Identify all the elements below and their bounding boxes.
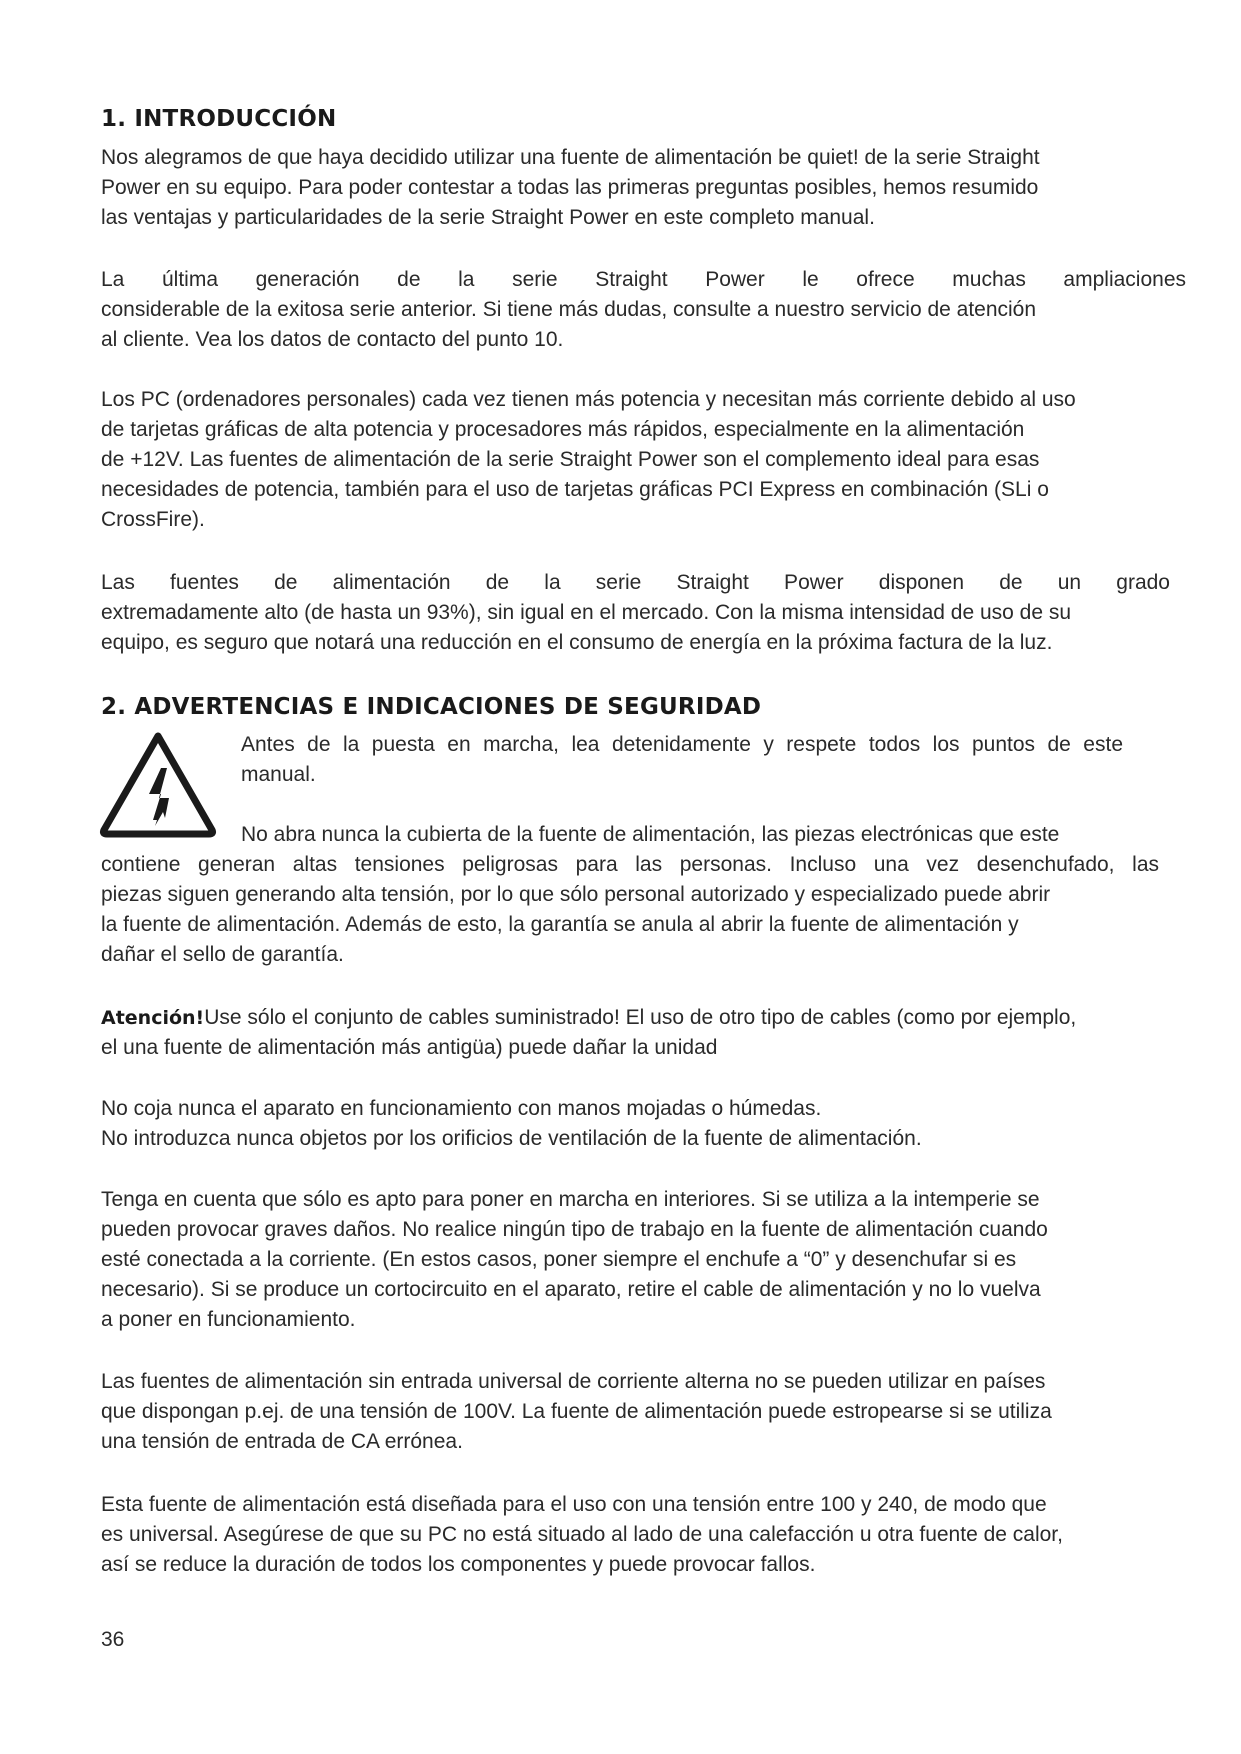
universal-input-paragraph — [101, 1367, 1186, 1457]
text-line: Tenga en cuenta que sólo es apto para poner en marcha en interiores. Si se utiliza a la intemperie se — [101, 1188, 1040, 1211]
text-line: contiene generan altas tensiones peligrosas para las personas. Incluso una vez desenchufado, las — [101, 853, 1159, 876]
text-line: esté conectada a la corriente. (En estos casos, poner siempre el enchufe a “0” y desenchufar si es — [101, 1248, 1017, 1271]
text-line: considerable de la exitosa serie anterior. Si tiene más dudas, consulte a nuestro servicio de atención — [101, 298, 1037, 321]
text-line: que dispongan p.ej. de una tensión de 100V. La fuente de alimentación puede estropearse si se utiliza — [101, 1400, 1052, 1423]
text-line: pueden provocar graves daños. No realice ningún tipo de trabajo en la fuente de alimentación cuando — [101, 1218, 1048, 1241]
text-line: las ventajas y particularidades de la serie Straight Power en este completo manual. — [101, 206, 875, 229]
text-line: No introduzca nunca objetos por los orificios de ventilación de la fuente de alimentación. — [101, 1127, 922, 1150]
warning-open-cover-first-line: No abra nunca la cubierta de la fuente de alimentación, las piezas electrónicas que este — [241, 823, 1060, 846]
text-line: No coja nunca el aparato en funcionamiento con manos mojadas o húmedas. — [101, 1097, 822, 1120]
text-line: La última generación de la serie Straight Power le ofrece muchas ampliaciones — [101, 268, 1186, 291]
text-line: Nos alegramos de que haya decidido utilizar una fuente de alimentación be quiet! de la serie Straight — [101, 146, 1040, 169]
text-line: Antes de la puesta en marcha, lea detenidamente y respete todos los puntos de este — [241, 733, 1123, 756]
intro-paragraph-2 — [101, 265, 1186, 355]
text-line: Esta fuente de alimentación está diseñada para el uso con una tensión entre 100 y 240, de modo que — [101, 1493, 1047, 1516]
text-line: Los PC (ordenadores personales) cada vez tienen más potencia y necesitan más corriente debido al uso — [101, 388, 1076, 411]
high-voltage-warning-icon — [99, 730, 217, 838]
intro-paragraph-1 — [101, 143, 1186, 233]
text-line: Las fuentes de alimentación de la serie Straight Power disponen de un grado — [101, 571, 1170, 594]
text-line: Las fuentes de alimentación sin entrada universal de corriente alterna no se pueden utilizar en países — [101, 1370, 1046, 1393]
hands-ventilation-paragraph — [101, 1094, 1186, 1154]
text-line: así se reduce la duración de todos los componentes y puede provocar fallos. — [101, 1553, 816, 1576]
text-line: equipo, es seguro que notará una reducción en el consumo de energía en la próxima factura de la luz. — [101, 631, 1053, 654]
text-line: CrossFire). — [101, 508, 205, 531]
text-line: extremadamente alto (de hasta un 93%), sin igual en el mercado. Con la misma intensidad de uso de su — [101, 601, 1072, 624]
text-line: la fuente de alimentación. Además de esto, la garantía se anula al abrir la fuente de alimentación y — [101, 913, 1019, 936]
text-line — [101, 1003, 1186, 1033]
text-line: al cliente. Vea los datos de contacto del punto 10. — [101, 328, 564, 351]
section-heading-advertencias: 2. ADVERTENCIAS E INDICACIONES DE SEGURIDAD — [101, 694, 762, 720]
text-line: manual. — [241, 763, 316, 786]
text-line: dañar el sello de garantía. — [101, 943, 344, 966]
intro-paragraph-3 — [101, 385, 1186, 535]
text-line: necesidades de potencia, también para el uso de tarjetas gráficas PCI Express en combinación (SLi o — [101, 478, 1049, 501]
attention-text: Use sólo el conjunto de cables suministrado! El uso de otro tipo de cables (como por ejemplo, — [204, 1006, 1077, 1029]
voltage-range-paragraph — [101, 1490, 1186, 1580]
attention-paragraph — [101, 1003, 1186, 1063]
text-line: una tensión de entrada de CA errónea. — [101, 1430, 463, 1453]
page-number: 36 — [101, 1628, 125, 1651]
text-line: es universal. Asegúrese de que su PC no está situado al lado de una calefacción u otra fuente de calor, — [101, 1523, 1063, 1546]
text-line: necesario). Si se produce un cortocircuito en el aparato, retire el cable de alimentación y no lo vuelva — [101, 1278, 1041, 1301]
intro-paragraph-4 — [101, 568, 1170, 658]
text-line: a poner en funcionamiento. — [101, 1308, 356, 1331]
warning-read-manual-text — [241, 730, 1123, 790]
text-line: Power en su equipo. Para poder contestar a todas las primeras preguntas posibles, hemos resumido — [101, 176, 1039, 199]
indoor-use-paragraph — [101, 1185, 1186, 1335]
section-heading-introduccion: 1. INTRODUCCIÓN — [101, 106, 337, 132]
text-line: de +12V. Las fuentes de alimentación de la serie Straight Power son el complemento ideal para esas — [101, 448, 1040, 471]
attention-label: Atención! — [101, 1007, 205, 1029]
warning-open-cover-paragraph — [101, 850, 1159, 970]
text-line: piezas siguen generando alta tensión, por lo que sólo personal autorizado y especializado puede abrir — [101, 883, 1051, 906]
text-line: el una fuente de alimentación más antigüa) puede dañar la unidad — [101, 1036, 718, 1059]
text-line: de tarjetas gráficas de alta potencia y procesadores más rápidos, especialmente en la alimentación — [101, 418, 1025, 441]
